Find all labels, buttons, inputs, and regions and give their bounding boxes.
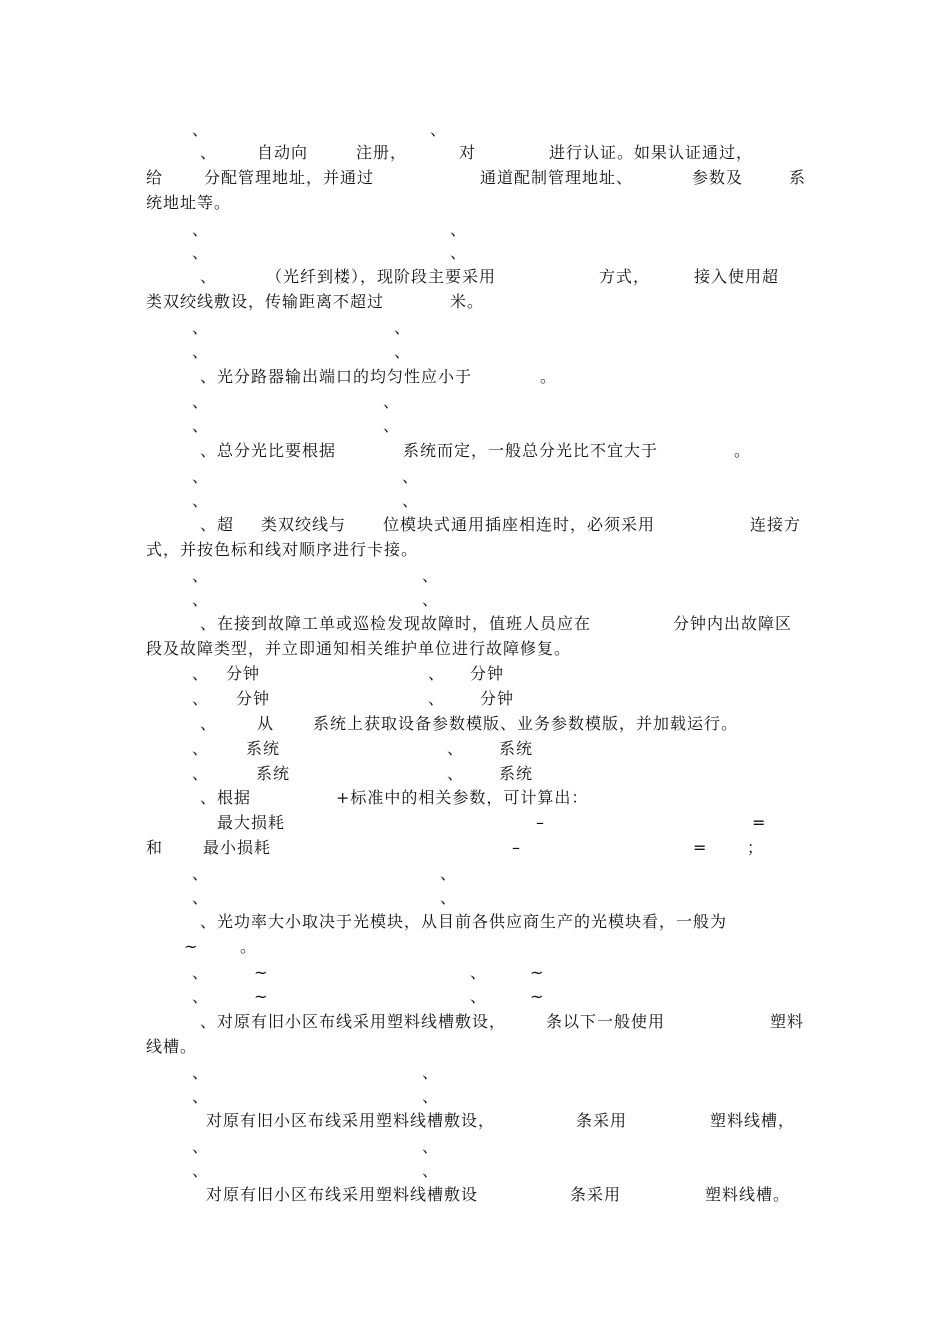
question-text: 、超	[200, 515, 235, 534]
option-c: 、	[192, 888, 210, 907]
question-text: 给	[146, 168, 164, 187]
option-d: 、	[422, 1161, 440, 1180]
option-c: 、	[192, 1087, 210, 1106]
question-text: 自动向	[257, 143, 309, 162]
question-text: 分钟内出故障区	[673, 614, 793, 633]
option-d: 、	[440, 888, 458, 907]
option-b-text: 分钟	[470, 664, 505, 683]
option-b: 、	[402, 467, 420, 486]
option-a: 、	[192, 864, 210, 883]
option-d: 、	[394, 342, 412, 361]
question-text: 对	[459, 143, 477, 162]
option-b: 、	[428, 664, 446, 683]
question-text: 。	[540, 367, 558, 386]
question-text: 从	[257, 714, 275, 733]
option-d-text: 分钟	[480, 689, 515, 708]
option-c: 、	[192, 342, 210, 361]
question-text: 、	[200, 267, 218, 286]
option-b: 、	[470, 963, 488, 982]
question-text: 系统上获取设备参数模版、业务参数模版，并加载运行。	[313, 714, 739, 733]
question-text: 条采用	[570, 1185, 622, 1204]
option-a: 、	[192, 220, 210, 239]
question-text: 对原有旧小区布线采用塑料线槽敷设，	[206, 1111, 496, 1130]
equals-sign: =	[752, 813, 767, 832]
question-text: 。	[734, 441, 752, 460]
question-text: 对原有旧小区布线采用塑料线槽敷设	[206, 1185, 479, 1204]
question-text: 参数及	[692, 168, 744, 187]
option-d-text: 系统	[499, 764, 534, 783]
option-d: 、	[447, 764, 465, 783]
option-d: 、	[422, 590, 440, 609]
tilde-sign: ~	[184, 937, 199, 956]
option-c-text: ~	[254, 987, 269, 1006]
option-c: 、	[192, 689, 210, 708]
option-d: 、	[470, 987, 488, 1006]
option-c: 、	[192, 987, 210, 1006]
option-a-text: 分钟	[226, 664, 261, 683]
option-a: 、	[192, 467, 210, 486]
option-c-text: 分钟	[236, 689, 271, 708]
formula-label: 和	[146, 838, 164, 857]
option-a: 、	[192, 120, 210, 139]
question-text: 式，并按色标和线对顺序进行卡接。	[146, 540, 419, 559]
question-text: 段及故障类型，并立即通知相关维护单位进行故障修复。	[146, 639, 572, 658]
question-text: 、光分路器输出端口的均匀性应小于	[200, 367, 473, 386]
option-b: 、	[383, 392, 401, 411]
question-text: 、	[200, 714, 218, 733]
option-a: 、	[192, 318, 210, 337]
question-text: 、对原有旧小区布线采用塑料线槽敷设，	[200, 1012, 507, 1031]
option-c: 、	[192, 243, 210, 262]
option-c: 、	[192, 491, 210, 510]
option-b: 、	[447, 739, 465, 758]
option-d: 、	[402, 491, 420, 510]
option-d: 、	[428, 689, 446, 708]
question-text: 接入使用超	[694, 267, 780, 286]
option-c-text: 系统	[256, 764, 291, 783]
question-text: 条采用	[576, 1111, 628, 1130]
question-text: 塑料线槽，	[710, 1111, 796, 1130]
option-d: 、	[450, 243, 468, 262]
question-text: 系	[789, 168, 807, 187]
question-text: 、根据	[200, 788, 252, 807]
question-text: 位模块式通用插座相连时，必须采用	[383, 515, 656, 534]
question-text: （光纤到楼），现阶段主要采用	[266, 267, 497, 286]
question-text: ；	[747, 838, 765, 857]
option-d: 、	[422, 1087, 440, 1106]
question-text: 米。	[450, 292, 485, 311]
option-c: 、	[192, 1161, 210, 1180]
question-text: 线槽。	[146, 1037, 198, 1056]
question-text: 、在接到故障工单或巡检发现故障时，值班人员应在	[200, 614, 592, 633]
question-text: 条以下一般使用	[546, 1012, 666, 1031]
option-a-text: ~	[254, 963, 269, 982]
option-c: 、	[192, 764, 210, 783]
question-text: 、	[200, 143, 218, 162]
equals-sign: =	[693, 838, 708, 857]
minus-sign: –	[536, 813, 545, 832]
formula-label: 最大损耗	[217, 813, 286, 832]
question-text: 、总分光比要根据	[200, 441, 337, 460]
option-a: 、	[192, 1137, 210, 1156]
option-a: 、	[192, 739, 210, 758]
option-a: 、	[192, 664, 210, 683]
minus-sign: –	[512, 838, 521, 857]
option-a: 、	[192, 963, 210, 982]
option-d: 、	[383, 416, 401, 435]
option-b: 、	[450, 220, 468, 239]
option-c: 、	[192, 590, 210, 609]
option-b: 、	[394, 318, 412, 337]
question-text: 分配管理地址，并通过	[204, 168, 375, 187]
formula-label: 最小损耗	[203, 838, 272, 857]
question-text: 。	[240, 937, 258, 956]
option-b: 、	[422, 566, 440, 585]
option-b-text: 系统	[499, 739, 534, 758]
option-b: 、	[430, 120, 448, 139]
question-text: 进行认证。如果认证通过，	[549, 143, 754, 162]
question-text: 方式，	[599, 267, 651, 286]
option-a: 、	[192, 1063, 210, 1082]
option-a: 、	[192, 566, 210, 585]
question-text: 注册，	[356, 143, 408, 162]
option-b-text: ~	[530, 963, 545, 982]
option-a-text: 系统	[246, 739, 281, 758]
option-b: 、	[422, 1063, 440, 1082]
question-text: 塑料	[770, 1012, 805, 1031]
question-text: 类双绞线与	[261, 515, 347, 534]
question-text: 塑料线槽。	[705, 1185, 791, 1204]
option-b: 、	[422, 1137, 440, 1156]
question-text: 类双绞线敷设，传输距离不超过	[146, 292, 385, 311]
option-c: 、	[192, 416, 210, 435]
question-text: +标准中的相关参数，可计算出：	[336, 788, 589, 807]
question-text: 通道配制管理地址、	[480, 168, 634, 187]
question-text: 、光功率大小取决于光模块，从目前各供应商生产的光模块看，一般为	[200, 912, 728, 931]
option-b: 、	[440, 864, 458, 883]
question-text: 系统而定，一般总分光比不宜大于	[403, 441, 659, 460]
option-d-text: ~	[530, 987, 545, 1006]
option-a: 、	[192, 392, 210, 411]
question-text: 统地址等。	[146, 193, 232, 212]
question-text: 连接方	[750, 515, 802, 534]
